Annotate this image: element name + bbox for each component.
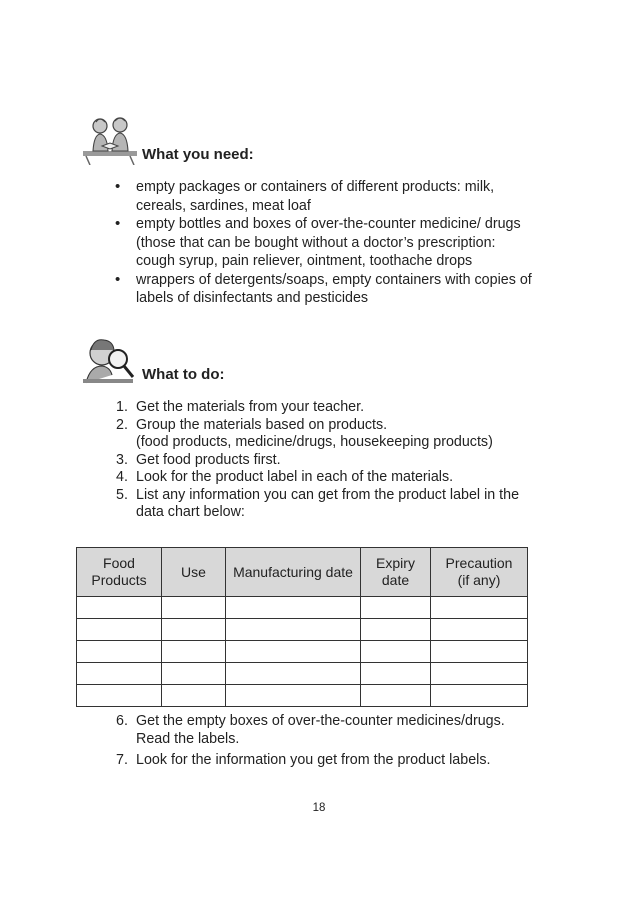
table-cell	[162, 685, 226, 707]
header-precaution: Precaution (if any)	[431, 548, 528, 597]
list-item	[114, 713, 534, 748]
header-expiry-date: Expiry date	[361, 548, 431, 597]
list-item	[114, 752, 534, 770]
section-title: What you need:	[142, 146, 254, 163]
step-text: Get food products first.	[136, 451, 281, 468]
page-number: 18	[312, 802, 326, 814]
header-use: Use	[162, 548, 226, 597]
step-number: 5.	[116, 486, 128, 503]
table-cell	[77, 641, 162, 663]
list-item	[114, 487, 534, 522]
table-cell	[77, 685, 162, 707]
table-row	[77, 685, 528, 707]
step-text: List any information you can get from the product label in the data chart below:	[136, 486, 520, 520]
table-cell	[162, 597, 226, 619]
table-cell	[226, 619, 361, 641]
table-row	[77, 597, 528, 619]
step-number: 4.	[116, 469, 128, 485]
table-cell	[226, 663, 361, 685]
data-chart-table	[76, 547, 528, 707]
what-you-need-header	[80, 113, 254, 165]
children-studying-icon	[80, 113, 140, 165]
list-item	[114, 417, 534, 452]
child-magnifying-glass-icon	[80, 333, 140, 385]
table-cell	[431, 619, 528, 641]
header-manufacturing-date: Manufacturing date	[226, 548, 361, 597]
table-cell	[77, 597, 162, 619]
step-subtext: (food products, medicine/drugs, housekeeping products)	[136, 434, 493, 450]
step-number: 6.	[116, 713, 128, 729]
table-row	[77, 641, 528, 663]
table-cell	[431, 641, 528, 663]
table-cell	[162, 641, 226, 663]
what-to-do-header	[80, 333, 224, 385]
step-text: Get the materials from your teacher.	[136, 399, 365, 415]
table-cell	[431, 685, 528, 707]
steps-list-continued	[114, 713, 534, 770]
materials-list	[114, 178, 534, 308]
table-row	[77, 663, 528, 685]
list-item: • empty bottles and boxes of over-the-counter medicine/ drugs (those that can be bought without a doctor’s prescription: cough syrup, pain reliever, ointment, toothache drops	[114, 215, 534, 271]
header-food-products: Food Products	[77, 548, 162, 597]
table-row	[77, 619, 528, 641]
step-text: Get the empty boxes of over-the-counter medicines/drugs.	[136, 713, 505, 729]
step-number: 3.	[116, 451, 128, 468]
table-cell	[77, 663, 162, 685]
table-header-row	[77, 548, 528, 597]
list-item: • wrappers of detergents/soaps, empty containers with copies of labels of disinfectants and pesticides	[114, 271, 534, 308]
list-item: • empty packages or containers of different products: milk, cereals, sardines, meat loaf	[114, 178, 534, 215]
table-cell	[162, 619, 226, 641]
table-cell	[361, 619, 431, 641]
table-cell	[361, 663, 431, 685]
table-cell	[162, 663, 226, 685]
table-cell	[431, 597, 528, 619]
table-cell	[226, 597, 361, 619]
section-title: What to do:	[142, 366, 225, 383]
list-item	[114, 452, 534, 470]
step-text: Group the materials based on products.	[136, 416, 388, 433]
table-cell	[361, 597, 431, 619]
step-number: 1.	[116, 399, 128, 415]
steps-list	[114, 399, 534, 522]
list-item	[114, 399, 534, 417]
table-cell	[431, 663, 528, 685]
list-item	[114, 469, 534, 487]
table-cell	[77, 619, 162, 641]
table-cell	[361, 641, 431, 663]
step-text: Look for the product label in each of the materials.	[136, 469, 454, 485]
step-subtext: Read the labels.	[136, 730, 240, 747]
step-number: 7.	[116, 752, 128, 768]
step-number: 2.	[116, 416, 128, 433]
table-cell	[226, 685, 361, 707]
step-text: Look for the information you get from the product labels.	[136, 752, 491, 768]
table-cell	[226, 641, 361, 663]
table-cell	[361, 685, 431, 707]
